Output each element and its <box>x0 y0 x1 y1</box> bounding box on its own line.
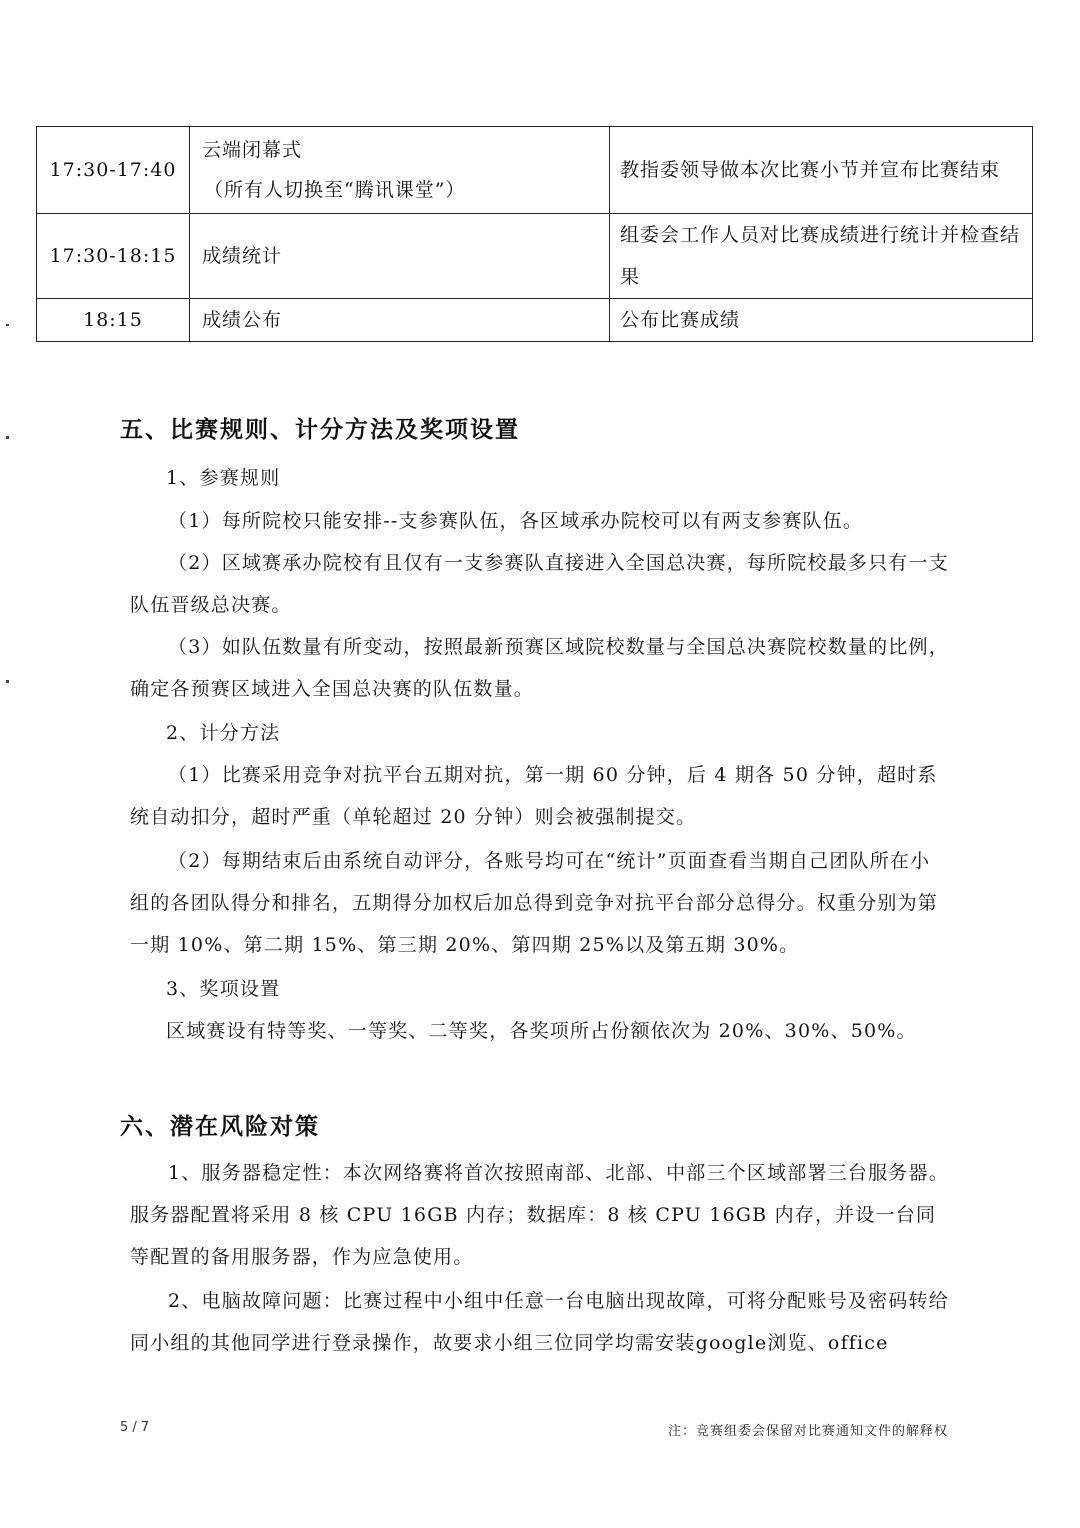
page-number: 5 / 7 <box>120 1420 150 1435</box>
paragraph: （2）区域赛承办院校有且仅有一支参赛队直接进入全国总决赛，每所院校最多只有一支队伍晋级总决赛。 <box>130 552 949 616</box>
item-note: （所有人切换至“腾讯课堂”） <box>204 179 466 201</box>
paragraph: 2、电脑故障问题：比赛过程中小组中任意一台电脑出现故障，可将分配账号及密码转给同小组的其他同学进行登录操作，故要求小组三位同学均需安装google浏览、office <box>130 1290 949 1354</box>
paragraph: 1、服务器稳定性：本次网络赛将首次按照南部、北部、中部三个区域部署三台服务器。服务器配置将采用 8 核 CPU 16GB 内存；数据库：8 核 CPU 16GB 内存，并设一台同等配置的备用服务器，作为应急使用。 <box>130 1162 949 1268</box>
item-cell <box>190 127 610 214</box>
paragraph: （1）比赛采用竞争对抗平台五期对抗，第一期 60 分钟，后 4 期各 50 分钟，超时系统自动扣分，超时严重（单轮超过 20 分钟）则会被强制提交。 <box>130 764 938 828</box>
desc-cell: 公布比赛成绩 <box>610 299 1033 342</box>
paragraph: （3）如队伍数量有所变动，按照最新预赛区域院校数量与全国总决赛院校数量的比例，确定各预赛区域进入全国总决赛的队伍数量。 <box>130 636 949 700</box>
paragraph: （1）每所院校只能安排--支参赛队伍，各区域承办院校可以有两支参赛队伍。 <box>168 510 864 532</box>
scan-artifact <box>6 324 9 326</box>
scan-artifact <box>6 680 9 683</box>
item-cell: 成绩公布 <box>190 299 610 342</box>
time-cell: 17:30-17:40 <box>37 127 190 214</box>
item-label: 云端闭幕式 <box>202 139 303 161</box>
paragraph: （2）每期结束后由系统自动评分，各账号均可在“统计”页面查看当期自己团队所在小组的各团队得分和排名，五期得分加权后加总得到竞争对抗平台部分总得分。权重分别为第一期 10%、第二期 15%、第三期 20%、第四期 25%以及第五期 30%。 <box>130 850 939 956</box>
paragraph: 区域赛设有特等奖、一等奖、二等奖，各奖项所占份额依次为 20%、30%、50%。 <box>166 1020 917 1042</box>
item-cell: 成绩统计 <box>190 214 610 299</box>
subsection-title: 2、计分方法 <box>166 722 281 744</box>
table-row <box>37 214 1033 299</box>
table-row <box>37 299 1033 342</box>
schedule-table <box>36 126 1033 342</box>
desc-cell: 教指委领导做本次比赛小节并宣布比赛结束 <box>610 127 1033 214</box>
time-cell: 17:30-18:15 <box>37 214 190 299</box>
scan-artifact <box>6 436 9 439</box>
table-row <box>37 127 1033 214</box>
section-heading: 五、比赛规则、计分方法及奖项设置 <box>120 417 520 443</box>
section-heading: 六、潜在风险对策 <box>120 1114 320 1140</box>
footer-note: 注：竞赛组委会保留对比赛通知文件的解释权 <box>667 1424 948 1439</box>
desc-cell: 组委会工作人员对比赛成绩进行统计并检查结果 <box>610 214 1033 299</box>
subsection-title: 3、奖项设置 <box>166 978 281 1000</box>
subsection-title: 1、参赛规则 <box>166 467 281 489</box>
time-cell: 18:15 <box>37 299 190 342</box>
